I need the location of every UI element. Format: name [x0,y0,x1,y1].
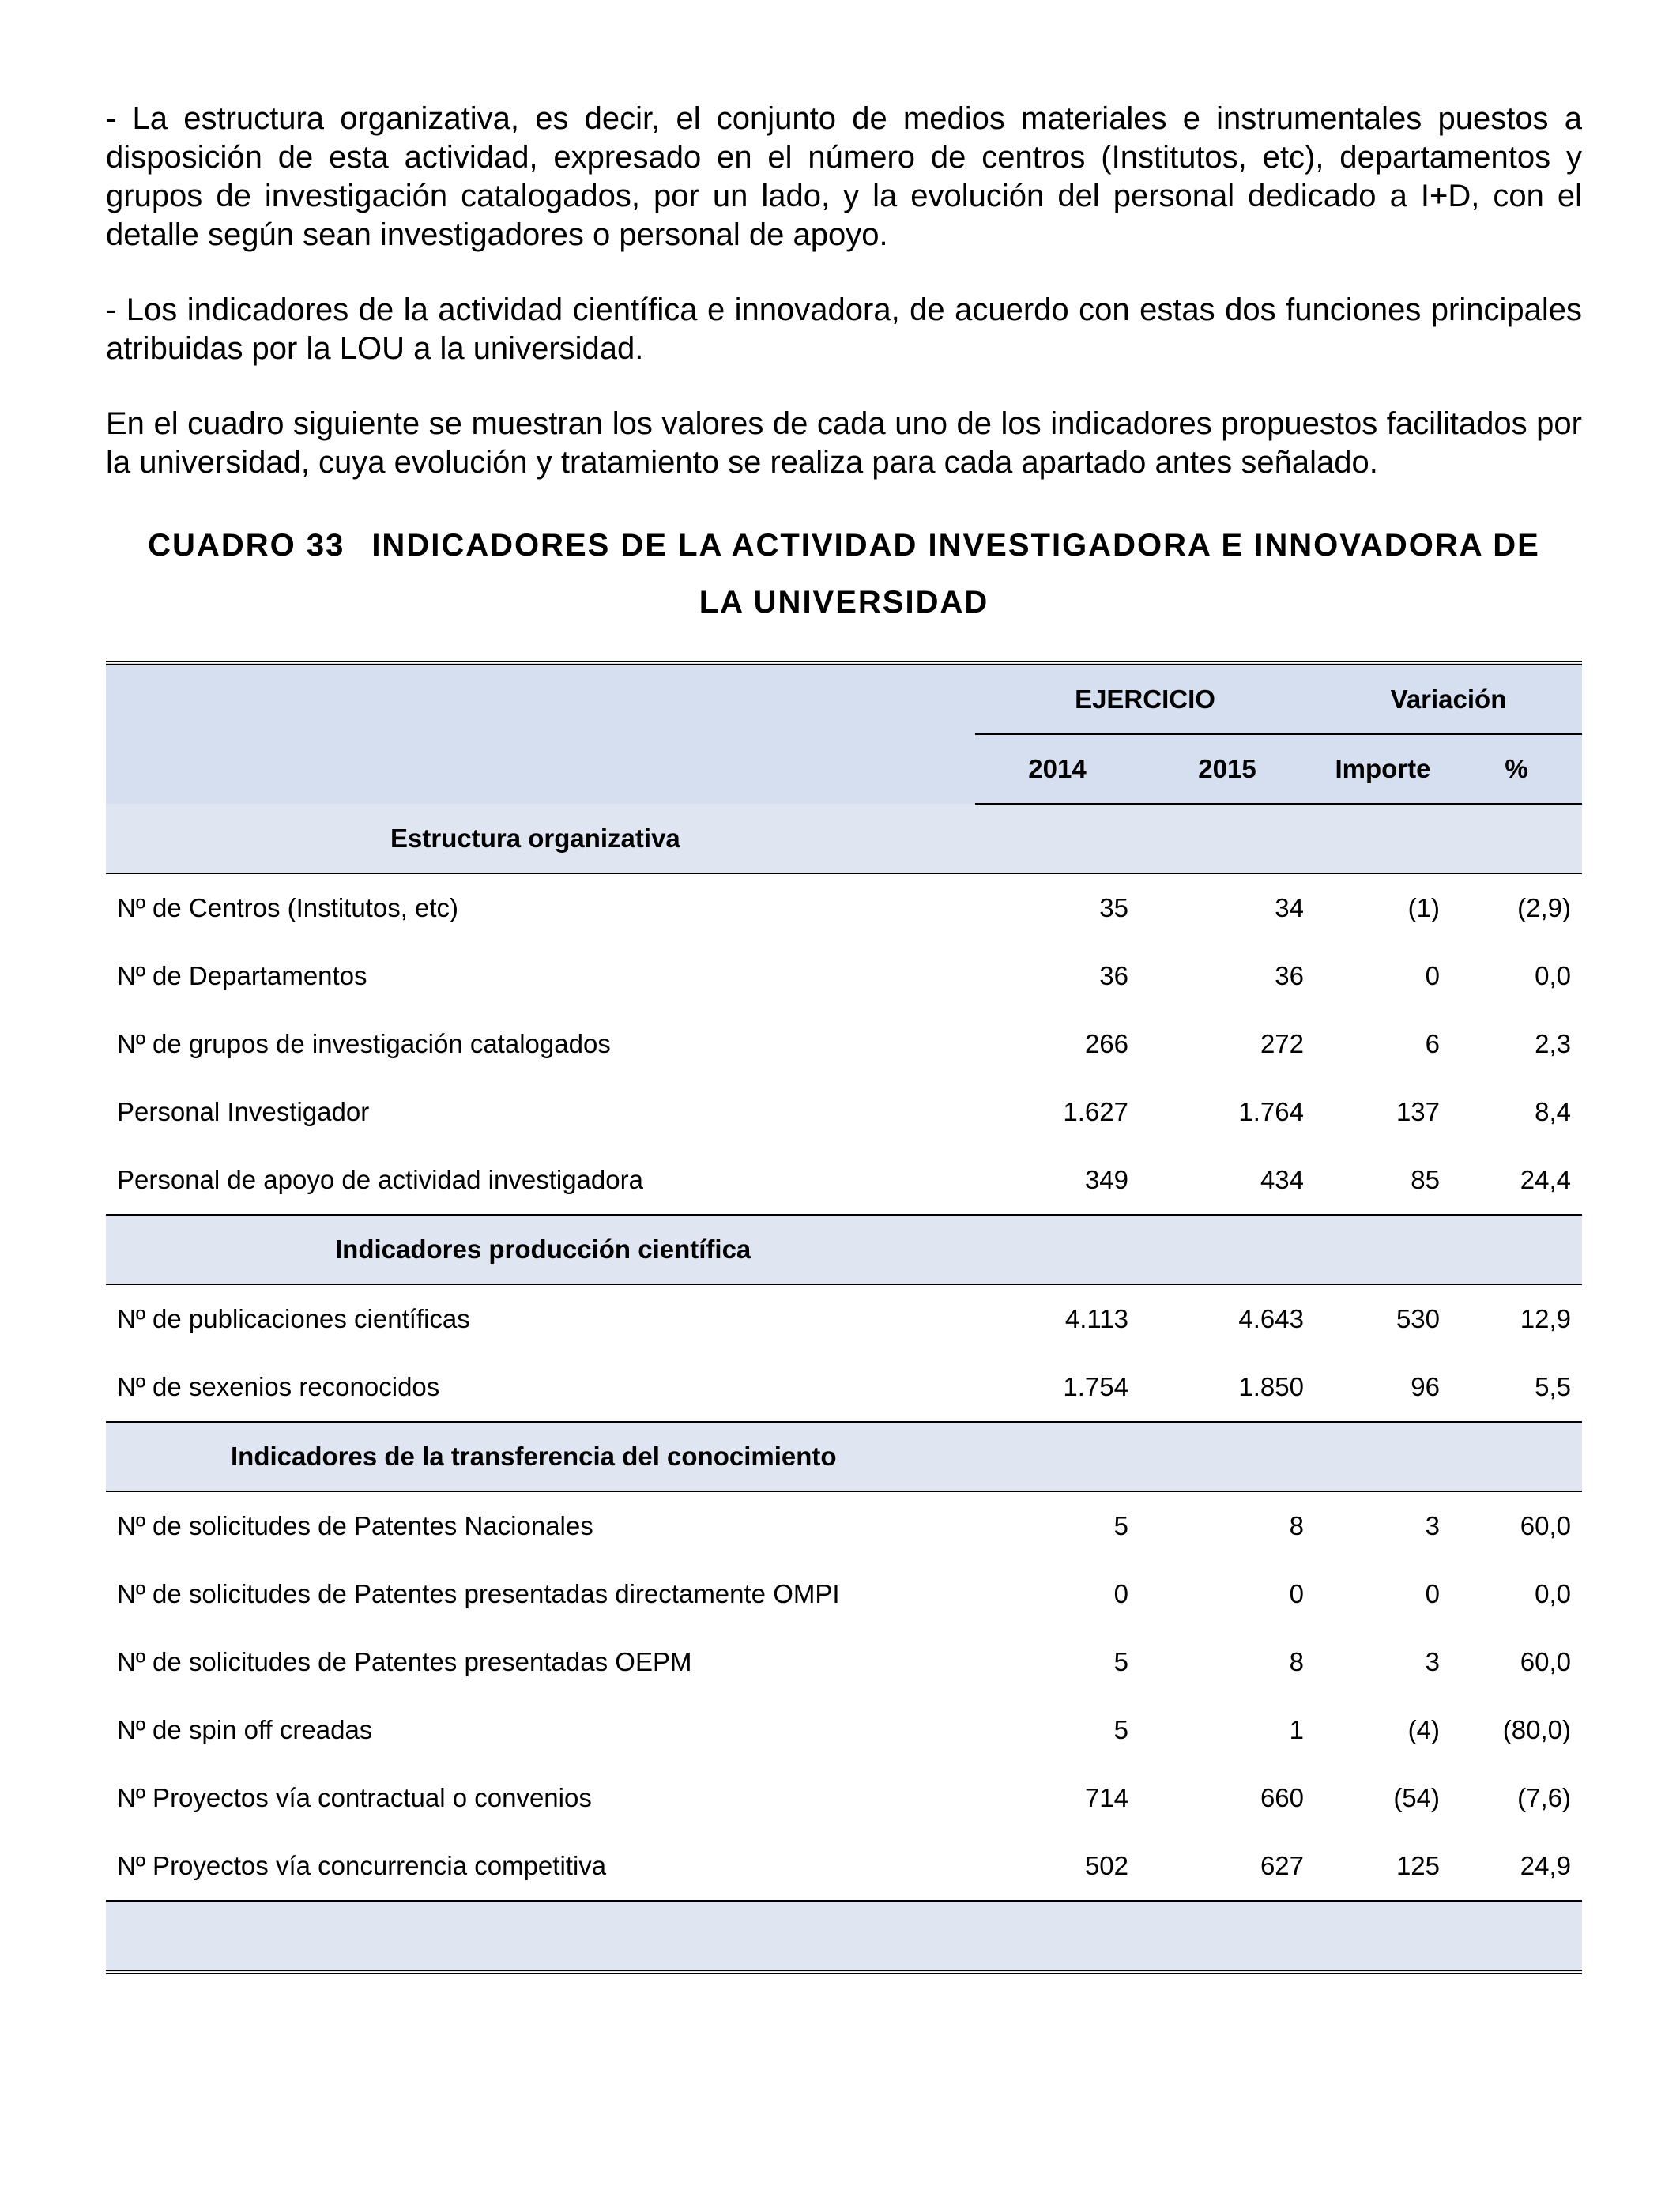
value-2015: 660 [1260,1783,1304,1812]
header-blank-cell [106,663,975,804]
value-importe: 125 [1396,1851,1440,1880]
value-pct: 0,0 [1535,961,1571,990]
section-title: Estructura organizativa [106,804,1582,873]
table-number: CUADRO 33 [148,528,345,563]
header-ejercicio: EJERCICIO [975,663,1315,734]
value-2015: 4.643 [1238,1304,1304,1333]
value-2014: 0 [1113,1579,1128,1608]
table-title-line2: LA UNIVERSIDAD [699,585,989,620]
value-2014: 4.113 [1064,1304,1128,1333]
value-pct: (2,9) [1517,893,1571,922]
table-row [106,1353,1582,1422]
value-2014: 266 [1084,1029,1128,1058]
table-footer-row [106,1901,1582,1972]
table-row [106,1832,1582,1901]
value-importe: (1) [1407,893,1440,922]
value-importe: 530 [1396,1304,1440,1333]
value-2015: 36 [1275,961,1304,990]
table-row [106,1696,1582,1764]
table-title-text: INDICADORES DE LA ACTIVIDAD INVESTIGADORA E INNOVADORA DE [371,528,1540,563]
value-2014: 714 [1084,1783,1128,1812]
row-label: Nº de Departamentos [117,961,367,990]
section-header-row [106,1422,1582,1491]
header-2014: 2014 [975,734,1139,804]
row-label: Nº de spin off creadas [117,1715,373,1744]
value-pct: 5,5 [1535,1372,1571,1401]
paragraph-cuadro-intro: En el cuadro siguiente se muestran los valores de cada uno de los indicadores propuestos facilitados por la universidad, cuya evolución y tratamiento se realiza para cada apartado antes señalado. [106,406,1582,480]
value-pct: (7,6) [1517,1783,1571,1812]
table-title [106,517,1582,631]
value-pct: 8,4 [1535,1097,1571,1126]
table-row [106,1146,1582,1215]
value-2015: 627 [1260,1851,1304,1880]
value-importe: 96 [1411,1372,1440,1401]
row-label: Nº de solicitudes de Patentes Nacionales [117,1511,593,1540]
table-row [106,942,1582,1010]
row-label: Nº de grupos de investigación catalogados [117,1029,611,1058]
value-2015: 0 [1289,1579,1304,1608]
row-label: Nº de sexenios reconocidos [117,1372,440,1401]
value-importe: 0 [1425,961,1440,990]
value-2015: 1.764 [1238,1097,1304,1126]
section-title: Indicadores de la transferencia del conocimiento [106,1422,1582,1491]
row-label: Nº de solicitudes de Patentes presentadas directamente OMPI [117,1579,840,1608]
value-importe: 3 [1425,1511,1440,1540]
value-2015: 34 [1275,893,1304,922]
document-page [106,100,1582,1974]
value-pct: 0,0 [1535,1579,1571,1608]
value-2014: 35 [1099,893,1128,922]
value-pct: 60,0 [1520,1647,1571,1676]
value-2015: 8 [1289,1647,1304,1676]
value-2015: 272 [1260,1029,1304,1058]
row-label: Nº Proyectos vía contractual o convenios [117,1783,592,1812]
value-2015: 8 [1289,1511,1304,1540]
value-2015: 434 [1260,1165,1304,1194]
header-importe: Importe [1315,734,1451,804]
value-importe: 3 [1425,1647,1440,1676]
paragraph-indicadores: - Los indicadores de la actividad científica e innovadora, de acuerdo con estas dos funciones principales atribuidas por la LOU a la universidad. [106,292,1582,366]
table-row [106,1284,1582,1353]
indicators-table [106,661,1582,1974]
table-header-row-1 [106,663,1582,734]
row-label: Nº Proyectos vía concurrencia competitiva [117,1851,607,1880]
value-2014: 349 [1084,1165,1128,1194]
row-label: Nº de Centros (Institutos, etc) [117,893,459,922]
value-pct: 12,9 [1520,1304,1571,1333]
value-2014: 5 [1113,1647,1128,1676]
value-importe: 0 [1425,1579,1440,1608]
value-importe: 6 [1425,1029,1440,1058]
value-importe: (4) [1407,1715,1440,1744]
row-label: Nº de solicitudes de Patentes presentadas OEPM [117,1647,692,1676]
section-header-row [106,1215,1582,1284]
value-pct: 2,3 [1535,1029,1571,1058]
value-2015: 1.850 [1238,1372,1304,1401]
value-2014: 502 [1084,1851,1128,1880]
table-row [106,1078,1582,1146]
table-row [106,1010,1582,1078]
row-label: Nº de publicaciones científicas [117,1304,470,1333]
header-2015: 2015 [1139,734,1315,804]
header-variacion: Variación [1315,663,1582,734]
value-2015: 1 [1289,1715,1304,1744]
table-row [106,1560,1582,1628]
value-pct: (80,0) [1502,1715,1571,1744]
value-importe: 137 [1396,1097,1440,1126]
value-pct: 60,0 [1520,1511,1571,1540]
value-2014: 1.627 [1063,1097,1128,1126]
table-footer-cell [106,1901,1582,1972]
section-title: Indicadores producción científica [106,1215,1582,1284]
value-2014: 5 [1113,1511,1128,1540]
value-pct: 24,9 [1520,1851,1571,1880]
table-row [106,1491,1582,1560]
value-pct: 24,4 [1520,1165,1571,1194]
header-pct: % [1451,734,1582,804]
row-label: Personal de apoyo de actividad investigadora [117,1165,643,1194]
table-title-line1 [106,517,1582,574]
table-row [106,1764,1582,1832]
value-importe: (54) [1393,1783,1440,1812]
table-row [106,873,1582,942]
section-header-row [106,804,1582,873]
row-label: Personal Investigador [117,1097,370,1126]
table-row [106,1628,1582,1696]
value-2014: 36 [1099,961,1128,990]
value-2014: 1.754 [1063,1372,1128,1401]
paragraph-estructura: - La estructura organizativa, es decir, el conjunto de medios materiales e instrumentales puestos a disposición de esta actividad, expresado en el número de centros (Institutos, etc), departamentos y grupos de investigación catalogados, por un lado, y la evolución del personal dedicado a I+D, con el detalle según sean investigadores o personal de apoyo. [106,101,1582,252]
value-importe: 85 [1411,1165,1440,1194]
value-2014: 5 [1113,1715,1128,1744]
